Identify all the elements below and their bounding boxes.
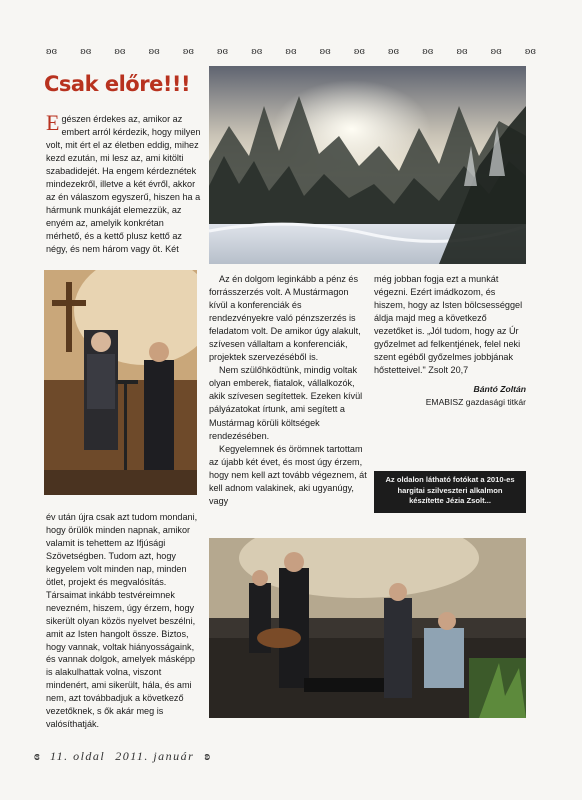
drop-cap: E	[46, 110, 60, 135]
author-name: Bántó Zoltán	[473, 384, 526, 394]
column-1-text: gészen érdekes az, amikor az embert arról kérdezik, hogy milyen volt, mit ért el az életben eddig, mihez kezd ezután, mi lesz az, ami kitölti szabadidejét. Ha engem kérdeznétek mindezekről, illetve a két évről, akkor az én válaszom egyszerű, hiszen ha a hármunk munkáját elemezzük, az enyém az, amelyik konkrétan mérhető, és a kettő plusz kettő az négy, és nem három vagy öt. Két	[46, 114, 201, 255]
article-column-1	[46, 110, 201, 257]
ornament-glyph: ʚɞ	[285, 47, 297, 57]
column-3-text: még jobban fogja ezt a munkát végezni. Ezért imádkozom, és hiszem, hogy az Isten bölcsességgel áldja majd meg a következő vezetőket is. „Jól tudom, hogy az Úr győzelmet ad felkentjének, felel neki szent egéből győzelmes jobbjának hőstetteivel." Zsolt 20,7	[374, 274, 523, 376]
column-2-paragraph: Nem szülőhködtünk, mindig voltak olyan emberek, fiatalok, vállalkozók, akik szívesen segítettek. Ezeken kívül pályázatokat írtunk, ami segített a Mustármag körüli költségek rendezésében.	[209, 365, 363, 441]
ornament-glyph: ʚɞ	[422, 47, 434, 57]
article-title: Csak előre!!!	[44, 72, 191, 96]
ornament-glyph: ʚɞ	[524, 47, 536, 57]
ornament-glyph: ʚɞ	[490, 47, 502, 57]
ornament-glyph: ʚɞ	[319, 47, 331, 57]
ornament-glyph: ʚɞ	[456, 47, 468, 57]
page-footer	[34, 748, 210, 764]
ornament-glyph: ʚɞ	[388, 47, 400, 57]
column-2-paragraph: Kegyelemnek és örömnek tartottam az újabb két évet, és most úgy érzem, hogy nem kell azt tovább végeznem, át kell adnom valakinek, aki ugyanúgy, vagy	[209, 443, 367, 506]
band-photo	[209, 538, 526, 718]
top-ornament-row	[46, 47, 536, 57]
ornament-glyph: ʚɞ	[114, 47, 126, 57]
page-number: 11. oldal	[49, 748, 106, 763]
ornament-glyph: ʚɞ	[251, 47, 263, 57]
article-column-2	[209, 273, 367, 508]
footer-ornament-right: ʚ	[204, 748, 211, 763]
issue-date: 2011. január	[115, 748, 195, 763]
speaker-photo	[44, 270, 197, 495]
ornament-glyph: ʚɞ	[353, 47, 365, 57]
ornament-glyph: ʚɞ	[80, 47, 92, 57]
author-role: EMABISZ gazdasági titkár	[425, 397, 526, 407]
ornament-glyph: ʚɞ	[46, 47, 58, 57]
column-2-paragraph: Az én dolgom leginkább a pénz és forrásszerzés volt. A Mustármagon kívül a konferenciák és rendezvényekre való pénzszerzés is feladatom volt. De amikor úgy alakult, szívesen vállaltam a konferenciák, projektek szervezéséből is.	[209, 274, 361, 363]
article-column-1-continued: év után újra csak azt tudom mondani, hogy örülök minden napnak, amikor valamit is tehettem az Ifjúsági Szövetségben. Tudom azt, hogy kegyelem volt minden nap, minden ötlet, projekt és megvalósítás. Társaimat inkább testvéreimnek nevezném, hiszem, úgy érzem, hogy sikerült olyan közös nyelvet beszélni, amit az Isten hangolt össze. Biztos, hogy vannak, voltak hiányosságaink, és vannak dolgok, amelyek másképp is alakulhattak volna, viszont mindenért, ami sikerült, hála, és ami nem, azt továbbadjuk a következő vezetőknek, s ők akár meg is valósíthatják.	[46, 512, 198, 730]
footer-ornament-left: ɞ	[34, 748, 40, 763]
winter-forest-photo	[209, 66, 526, 264]
ornament-glyph: ʚɞ	[148, 47, 160, 57]
ornament-glyph: ʚɞ	[217, 47, 229, 57]
photo-credit-box: Az oldalon látható fotókat a 2010-es hargitai szilveszteri alkalmon készítette Jézia Zsolt...	[374, 471, 526, 513]
article-column-3	[374, 273, 526, 377]
ornament-glyph: ʚɞ	[182, 47, 194, 57]
